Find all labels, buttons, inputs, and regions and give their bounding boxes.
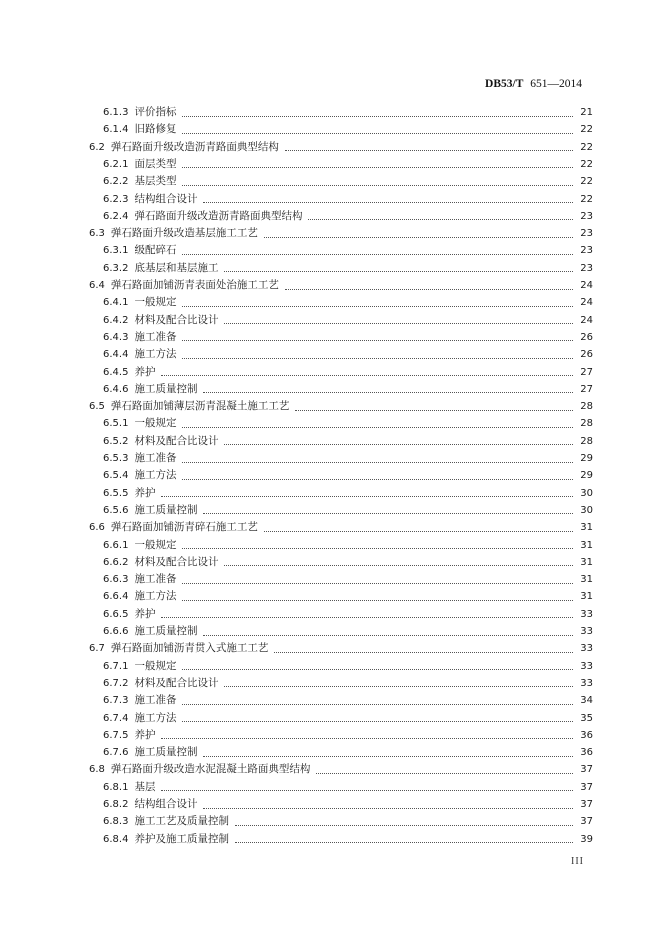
toc-entry-label — [103, 450, 176, 467]
toc-entry-label — [103, 606, 155, 623]
toc-entry-label — [103, 658, 176, 675]
toc-entry-number: 6.5.6 — [103, 504, 129, 516]
toc-entry[interactable] — [103, 121, 593, 138]
toc-entry-number: 6.4 — [89, 280, 105, 291]
toc-entry-number: 6.5.5 — [103, 487, 129, 499]
toc-entry-number: 6.4.4 — [103, 349, 129, 361]
toc-entry[interactable] — [103, 173, 593, 190]
standard-number: 651—2014 — [530, 78, 582, 90]
toc-dot-leader — [182, 426, 573, 428]
toc-entry-title: 评价指标 — [134, 106, 177, 118]
toc-dot-leader — [161, 737, 573, 739]
toc-dot-leader — [224, 443, 573, 445]
toc-entry-label — [89, 225, 258, 242]
toc-entry-number: 6.2.1 — [103, 158, 129, 170]
toc-dot-leader — [182, 582, 573, 584]
toc-entry[interactable] — [103, 260, 593, 277]
toc-entry-title: 施工质量控制 — [134, 503, 198, 516]
toc-entry-label — [89, 519, 258, 536]
toc-entry-number: 6.4.1 — [103, 297, 129, 309]
toc-entry-page: 31 — [580, 539, 593, 551]
toc-entry-label — [103, 346, 176, 363]
toc-entry-label — [103, 571, 176, 588]
toc-entry-page: 22 — [580, 158, 593, 170]
toc-entry-label — [103, 779, 155, 796]
toc-entry-page: 33 — [580, 608, 593, 620]
toc-dot-leader — [161, 789, 573, 791]
toc-entry-number: 6.5.4 — [103, 470, 129, 482]
toc-entry-label — [103, 623, 197, 640]
toc-entry-number: 6.3.2 — [103, 262, 129, 274]
toc-entry[interactable] — [103, 692, 593, 709]
toc-entry[interactable] — [103, 502, 593, 519]
toc-dot-leader — [182, 357, 573, 359]
toc-dot-leader — [203, 391, 573, 393]
toc-entry-number: 6.7.5 — [103, 729, 129, 741]
toc-entry[interactable] — [103, 433, 593, 450]
toc-entry[interactable] — [103, 537, 593, 554]
toc-entry-number: 6.6.6 — [103, 626, 129, 637]
toc-entry-number: 6.8 — [89, 764, 105, 776]
toc-dot-leader — [182, 668, 573, 670]
toc-entry-title: 弹石路面升级改造沥青路面典型结构 — [134, 209, 303, 222]
toc-entry-label — [103, 104, 176, 121]
toc-entry-number: 6.4.3 — [103, 331, 129, 343]
toc-entry-page: 29 — [580, 453, 593, 464]
toc-entry[interactable] — [103, 312, 593, 329]
toc-entry-title: 旧路修复 — [134, 123, 177, 136]
toc-entry-title: 弹石路面加铺沥青表面处治施工工艺 — [110, 279, 279, 291]
toc-entry[interactable] — [89, 225, 593, 242]
toc-dot-leader — [285, 149, 573, 151]
toc-entry-number: 6.8.2 — [103, 799, 129, 810]
toc-entry-title: 一般规定 — [134, 659, 177, 672]
toc-entry-number: 6.4.5 — [103, 366, 129, 378]
toc-entry-page: 23 — [580, 262, 593, 274]
toc-entry[interactable] — [103, 191, 593, 208]
toc-entry-label — [103, 537, 176, 554]
toc-entry-title: 施工方法 — [134, 711, 177, 724]
toc-entry-label — [103, 329, 176, 346]
toc-entry-title: 施工方法 — [134, 590, 177, 603]
toc-entry-label — [103, 554, 218, 571]
toc-entry[interactable] — [103, 571, 593, 588]
toc-entry-title: 施工方法 — [134, 348, 177, 361]
toc-entry-page: 26 — [580, 349, 593, 361]
toc-entry[interactable] — [89, 761, 593, 778]
toc-entry-page: 33 — [580, 626, 593, 637]
toc-entry-title: 级配碎石 — [134, 244, 177, 257]
toc-entry-number: 6.6.4 — [103, 591, 129, 603]
toc-entry-page: 27 — [580, 366, 593, 378]
toc-entry[interactable] — [103, 623, 593, 640]
toc-entry-title: 施工质量控制 — [134, 746, 198, 759]
toc-dot-leader — [182, 132, 573, 134]
toc-entry-page: 23 — [580, 228, 593, 240]
toc-dot-leader — [182, 547, 573, 549]
toc-entry-number: 6.7.3 — [103, 695, 129, 707]
toc-entry-page: 26 — [580, 331, 593, 343]
toc-entry-page: 31 — [580, 556, 593, 568]
toc-entry-page: 28 — [580, 418, 593, 430]
toc-entry[interactable] — [103, 606, 593, 623]
toc-entry-page: 37 — [580, 816, 593, 828]
toc-entry-label — [103, 831, 229, 848]
toc-dot-leader — [224, 685, 573, 687]
toc-dot-leader — [161, 374, 573, 376]
toc-dot-leader — [203, 512, 573, 514]
toc-entry-title: 结构组合设计 — [134, 192, 198, 205]
toc-entry-number: 6.1.4 — [103, 124, 129, 136]
toc-entry-title: 一般规定 — [134, 538, 177, 551]
toc-entry[interactable] — [103, 415, 593, 432]
toc-dot-leader — [295, 409, 573, 411]
toc-dot-leader — [203, 634, 573, 636]
toc-entry-number: 6.7.1 — [103, 660, 129, 672]
toc-entry[interactable] — [103, 364, 593, 381]
toc-entry-label — [103, 191, 197, 208]
toc-dot-leader — [182, 599, 573, 601]
toc-entry-label — [103, 433, 218, 450]
toc-entry[interactable] — [103, 727, 593, 744]
toc-entry[interactable] — [103, 710, 593, 727]
toc-entry[interactable] — [103, 779, 593, 796]
toc-entry[interactable] — [103, 467, 593, 484]
toc-entry-title: 一般规定 — [134, 417, 177, 430]
toc-entry-label — [103, 813, 229, 830]
toc-entry-title: 施工质量控制 — [134, 625, 198, 637]
toc-entry-page: 28 — [580, 435, 593, 447]
toc-entry-number: 6.2.2 — [103, 176, 129, 188]
toc-entry-label — [103, 485, 155, 502]
toc-entry-page: 34 — [580, 695, 593, 707]
toc-entry-page: 36 — [580, 729, 593, 741]
toc-entry-title: 养护 — [134, 607, 156, 620]
toc-entry-title: 施工准备 — [134, 694, 177, 707]
toc-entry-label — [103, 242, 176, 259]
toc-entry-title: 弹石路面升级改造水泥混凝土路面典型结构 — [110, 763, 311, 776]
toc-entry-number: 6.7 — [89, 643, 105, 655]
toc-dot-leader — [182, 305, 573, 307]
toc-entry-page: 22 — [580, 176, 593, 188]
toc-entry[interactable] — [103, 450, 593, 467]
toc-entry[interactable] — [103, 156, 593, 173]
toc-entry-page: 33 — [580, 660, 593, 672]
toc-entry[interactable] — [103, 346, 593, 363]
toc-entry-number: 6.6.1 — [103, 539, 129, 551]
toc-entry-number: 6.5.1 — [103, 418, 129, 430]
toc-entry-number: 6.2.4 — [103, 210, 129, 222]
toc-entry-title: 养护 — [134, 486, 156, 499]
toc-dot-leader — [203, 201, 573, 203]
toc-entry-page: 29 — [580, 470, 593, 482]
toc-entry-label — [103, 173, 176, 190]
toc-dot-leader — [224, 564, 573, 566]
toc-entry-page: 31 — [580, 522, 593, 534]
toc-entry-title: 施工质量控制 — [134, 382, 198, 395]
toc-entry-page: 22 — [580, 193, 593, 205]
toc-entry-number: 6.6.3 — [103, 574, 129, 586]
toc-entry[interactable] — [103, 329, 593, 346]
toc-entry-page: 37 — [580, 764, 593, 776]
toc-dot-leader — [264, 530, 573, 532]
toc-entry-title: 养护 — [134, 728, 156, 741]
toc-entry-number: 6.6.5 — [103, 608, 129, 620]
toc-entry-number: 6.7.6 — [103, 747, 129, 759]
document-header — [485, 78, 582, 90]
toc-dot-leader — [182, 720, 573, 722]
toc-entry-page: 23 — [580, 245, 593, 257]
toc-entry-page: 33 — [580, 643, 593, 655]
toc-entry-label — [89, 640, 268, 657]
toc-entry-title: 养护及施工质量控制 — [134, 832, 229, 845]
toc-entry-label — [89, 139, 279, 156]
toc-entry-title: 施工准备 — [134, 452, 177, 464]
toc-entry-label — [103, 675, 218, 692]
toc-entry-label — [103, 744, 197, 761]
toc-entry-number: 6.4.6 — [103, 383, 129, 395]
toc-entry-title: 材料及配合比设计 — [134, 434, 219, 447]
toc-dot-leader — [182, 478, 573, 480]
toc-dot-leader — [161, 495, 573, 497]
toc-entry[interactable] — [103, 554, 593, 571]
toc-entry[interactable] — [103, 294, 593, 311]
toc-entry-page: 21 — [580, 107, 593, 118]
toc-entry-page: 27 — [580, 383, 593, 395]
toc-entry-page: 35 — [580, 712, 593, 724]
toc-entry-number: 6.8.1 — [103, 781, 129, 793]
toc-entry-page: 37 — [580, 799, 593, 810]
toc-entry-label — [103, 692, 176, 709]
toc-entry-label — [103, 381, 197, 398]
toc-entry-number: 6.5.2 — [103, 435, 129, 447]
toc-entry-title: 弹石路面加铺沥青碎石施工工艺 — [110, 521, 258, 534]
toc-entry-label — [103, 502, 197, 519]
toc-entry-title: 弹石路面加铺沥青贯入式施工工艺 — [110, 642, 269, 655]
toc-entry-page: 37 — [580, 781, 593, 793]
toc-entry-title: 底基层和基层施工 — [134, 261, 219, 274]
toc-dot-leader — [316, 772, 573, 774]
toc-entry-page: 24 — [580, 314, 593, 326]
toc-dot-leader — [182, 339, 573, 341]
toc-entry-number: 6.2.3 — [103, 193, 129, 205]
toc-entry[interactable] — [103, 104, 593, 121]
toc-entry-label — [103, 710, 176, 727]
toc-entry[interactable] — [103, 485, 593, 502]
toc-entry-page: 24 — [580, 297, 593, 309]
toc-entry-number: 6.4.2 — [103, 314, 129, 326]
toc-dot-leader — [161, 616, 573, 618]
toc-entry-label — [103, 415, 176, 432]
toc-entry-label — [103, 588, 176, 605]
toc-entry-label — [89, 398, 289, 415]
toc-entry-title: 结构组合设计 — [134, 798, 198, 810]
toc-dot-leader — [182, 115, 573, 117]
toc-entry-title: 施工工艺及质量控制 — [134, 815, 229, 828]
toc-entry-page: 24 — [580, 280, 593, 291]
toc-entry-page: 22 — [580, 141, 593, 153]
toc-dot-leader — [182, 703, 573, 705]
toc-entry-page: 36 — [580, 747, 593, 759]
toc-entry-title: 施工方法 — [134, 469, 177, 482]
toc-entry-number: 6.7.2 — [103, 677, 129, 689]
toc-entry-page: 22 — [580, 124, 593, 136]
toc-dot-leader — [264, 236, 573, 238]
toc-entry-number: 6.1.3 — [103, 107, 129, 118]
toc-entry[interactable] — [89, 519, 593, 536]
toc-entry[interactable] — [89, 139, 593, 156]
toc-entry-label — [103, 208, 302, 225]
toc-entry[interactable] — [103, 208, 593, 225]
toc-dot-leader — [235, 824, 573, 826]
toc-entry-page: 30 — [580, 487, 593, 499]
toc-entry-page: 33 — [580, 677, 593, 689]
toc-entry-title: 基层 — [134, 780, 156, 793]
toc-entry[interactable] — [103, 658, 593, 675]
toc-entry-label — [103, 260, 218, 277]
toc-entry[interactable] — [103, 675, 593, 692]
toc-entry[interactable] — [103, 381, 593, 398]
toc-entry-number: 6.8.4 — [103, 833, 129, 845]
toc-dot-leader — [203, 807, 573, 809]
toc-entry-title: 材料及配合比设计 — [134, 555, 219, 568]
toc-entry-title: 弹石路面升级改造沥青路面典型结构 — [110, 140, 279, 153]
toc-entry-page: 23 — [580, 210, 593, 222]
toc-entry-label — [103, 364, 155, 381]
toc-entry-number: 6.2 — [89, 141, 105, 153]
toc-entry[interactable] — [103, 588, 593, 605]
toc-entry-label — [103, 294, 176, 311]
toc-entry-label — [103, 121, 176, 138]
toc-entry-page: 28 — [580, 401, 593, 413]
toc-entry-label — [103, 727, 155, 744]
toc-entry[interactable] — [103, 242, 593, 259]
toc-entry-number: 6.5.3 — [103, 453, 129, 464]
toc-entry-number: 6.6.2 — [103, 556, 129, 568]
toc-dot-leader — [224, 322, 573, 324]
toc-entry-number: 6.3 — [89, 228, 105, 240]
toc-entry-title: 弹石路面加铺薄层沥青混凝土施工工艺 — [110, 400, 290, 413]
toc-dot-leader — [308, 218, 573, 220]
toc-entry-label — [103, 796, 197, 813]
toc-dot-leader — [224, 270, 573, 272]
toc-entry-title: 材料及配合比设计 — [134, 313, 219, 326]
toc-entry[interactable] — [103, 744, 593, 761]
toc-entry-page: 30 — [580, 504, 593, 516]
toc-entry-title: 施工准备 — [134, 330, 177, 343]
toc-entry[interactable] — [103, 796, 593, 813]
toc-dot-leader — [203, 755, 573, 757]
toc-entry-label — [89, 277, 279, 294]
toc-dot-leader — [182, 461, 573, 463]
toc-entry[interactable] — [103, 813, 593, 830]
standard-code: DB53/T — [485, 78, 524, 90]
toc-entry-number: 6.7.4 — [103, 712, 129, 724]
toc-entry-page: 31 — [580, 591, 593, 603]
toc-entry-number: 6.8.3 — [103, 816, 129, 828]
toc-entry-number: 6.3.1 — [103, 245, 129, 257]
toc-entry-number: 6.5 — [89, 401, 105, 413]
toc-dot-leader — [182, 184, 573, 186]
toc-entry-label — [103, 156, 176, 173]
toc-entry-title: 养护 — [134, 365, 156, 378]
toc-entry-title: 基层类型 — [134, 175, 177, 188]
page-number: III — [571, 856, 584, 867]
toc-entry[interactable] — [103, 831, 593, 848]
toc-entry-label — [103, 467, 176, 484]
toc-dot-leader — [274, 651, 573, 653]
toc-entry-title: 弹石路面升级改造基层施工工艺 — [110, 227, 258, 240]
toc-entry-title: 面层类型 — [134, 157, 177, 170]
toc-entry-title: 一般规定 — [134, 296, 177, 309]
toc-entry-page: 39 — [580, 833, 593, 845]
toc-entry[interactable] — [89, 277, 593, 294]
toc-entry-title: 材料及配合比设计 — [134, 676, 219, 689]
toc-entry-label — [89, 761, 310, 778]
toc-dot-leader — [182, 166, 573, 168]
toc-dot-leader — [285, 288, 573, 290]
toc-entry-page: 31 — [580, 574, 593, 586]
toc-entry-title: 施工准备 — [134, 573, 177, 586]
toc-dot-leader — [235, 841, 573, 843]
toc-entry[interactable] — [89, 640, 593, 657]
toc-dot-leader — [182, 253, 573, 255]
toc-entry-label — [103, 312, 218, 329]
toc-entry[interactable] — [89, 398, 593, 415]
toc-entry-number: 6.6 — [89, 522, 105, 534]
